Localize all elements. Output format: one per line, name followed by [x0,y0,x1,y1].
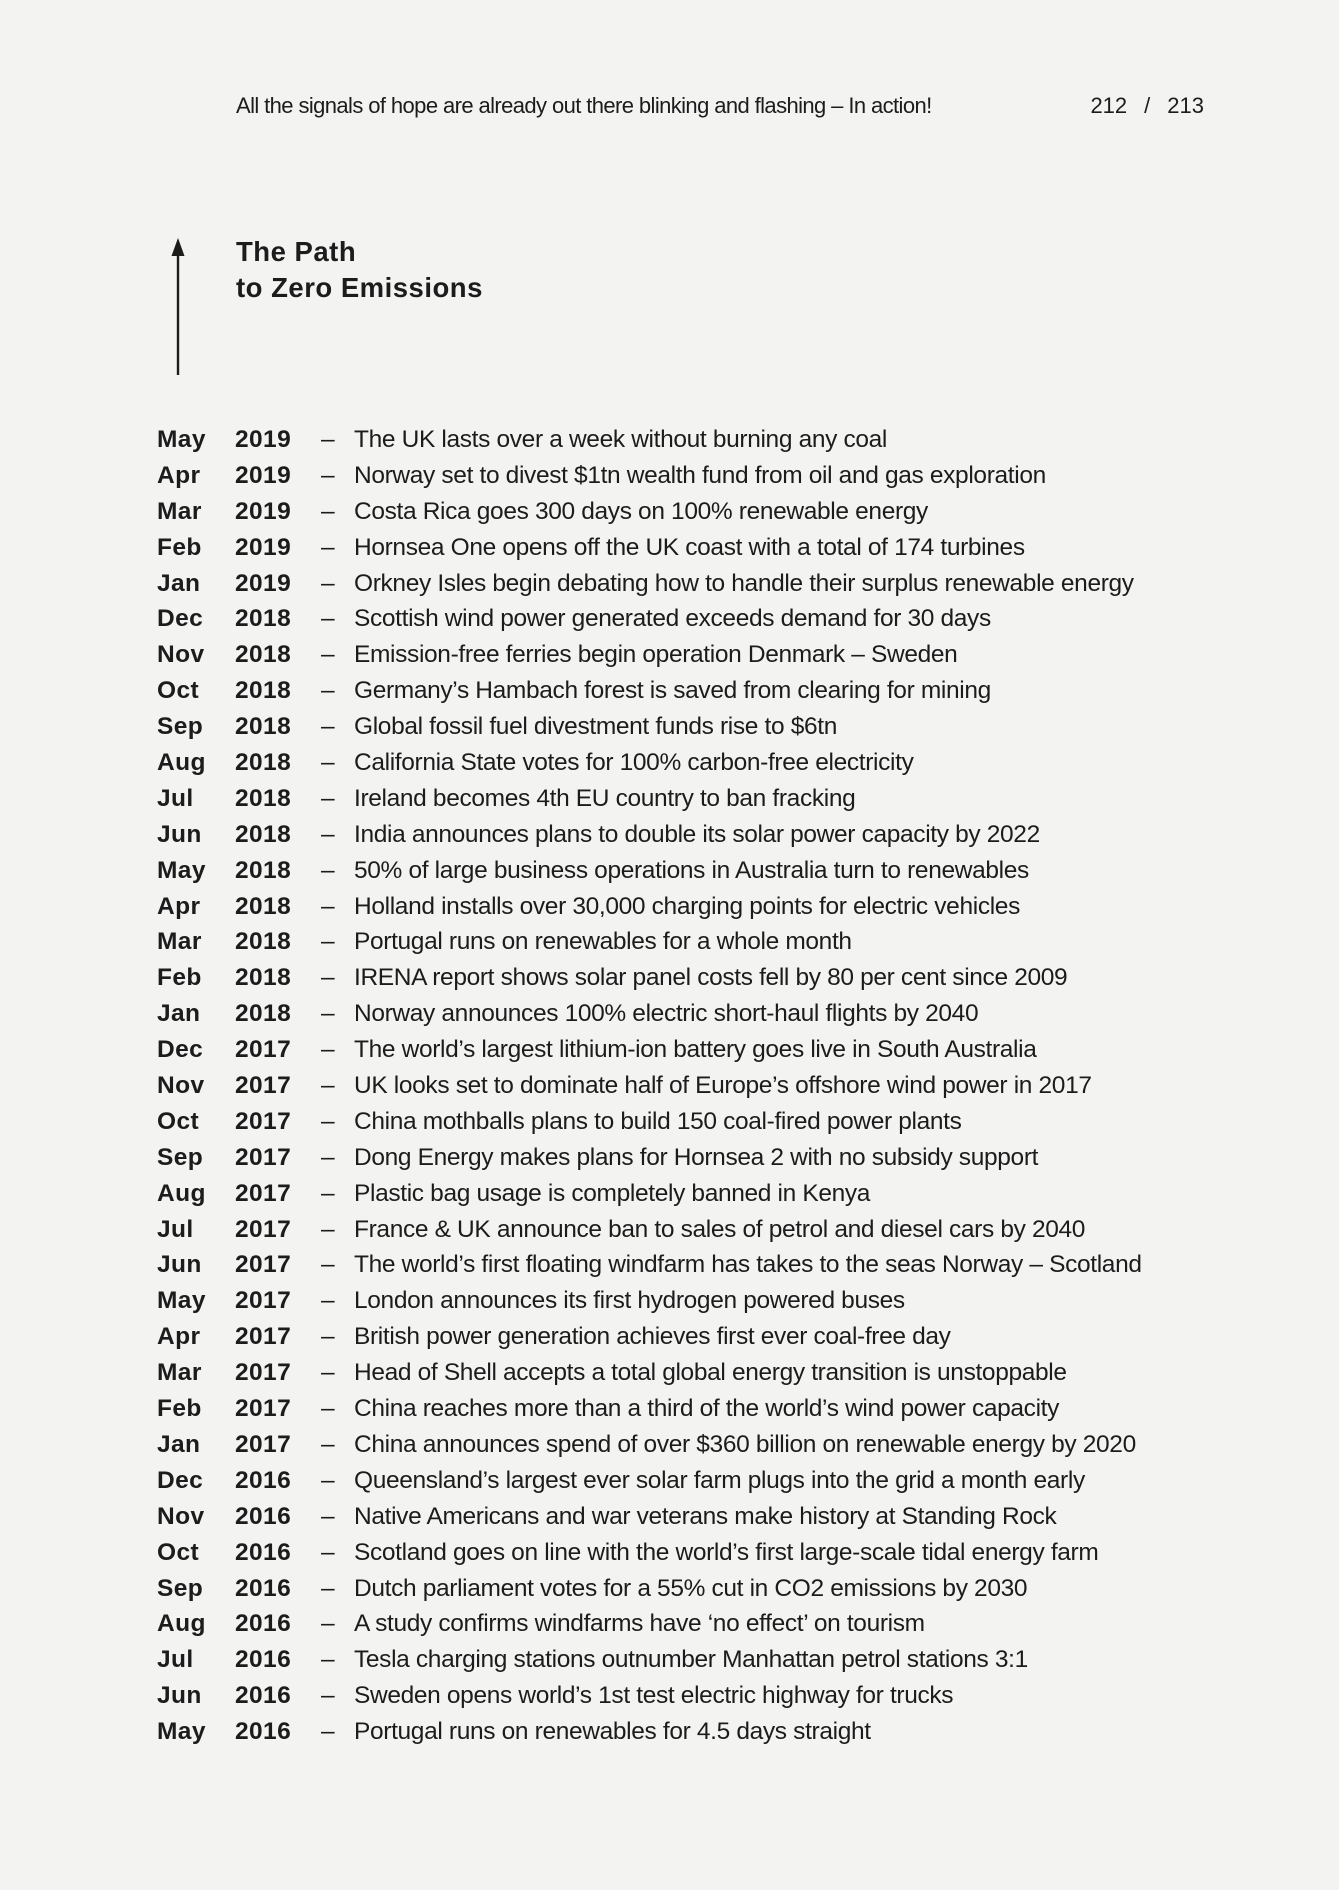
entry-dash: – [321,1143,335,1171]
entry-month: Apr [157,892,201,920]
entry-month: Feb [157,533,202,561]
entry-year: 2018 [235,749,292,777]
timeline-entry [157,1319,1277,1355]
entry-dash: – [321,1718,335,1746]
entry-event: France & UK announce ban to sales of petrol and diesel cars by 2040 [354,1215,1086,1243]
entry-month: Dec [157,1036,204,1064]
entry-dash: – [321,964,335,992]
entry-event: UK looks set to dominate half of Europe’s offshore wind power in 2017 [354,1072,1092,1100]
entry-year: 2017 [235,1143,292,1171]
page-number-right: 213 [1167,93,1204,118]
entry-event: Dong Energy makes plans for Hornsea 2 with no subsidy support [354,1143,1039,1171]
entry-dash: – [321,1036,335,1064]
page-number-left: 212 [1090,93,1128,118]
entry-year: 2016 [235,1538,292,1566]
timeline-entry [157,422,1277,458]
entry-event: California State votes for 100% carbon-free electricity [354,749,914,777]
entry-event: Portugal runs on renewables for a whole month [354,928,852,956]
entry-event: Queensland’s largest ever solar farm plugs into the grid a month early [354,1466,1085,1494]
entry-dash: – [321,1502,335,1530]
timeline-entry [157,924,1277,960]
entry-event: Sweden opens world’s 1st test electric highway for trucks [354,1682,954,1710]
entry-year: 2019 [235,569,292,597]
entry-event: Scottish wind power generated exceeds demand for 30 days [354,605,991,633]
entry-year: 2016 [235,1466,292,1494]
timeline-entry [157,1642,1277,1678]
entry-month: May [157,1287,206,1315]
timeline-entry [157,1606,1277,1642]
entry-event: Hornsea One opens off the UK coast with a total of 174 turbines [354,533,1025,561]
section-heading [236,234,483,306]
timeline-entry [157,1499,1277,1535]
entry-event: London announces its first hydrogen powered buses [354,1287,905,1315]
entry-event: A study confirms windfarms have ‘no effect’ on tourism [354,1610,925,1638]
entry-month: Aug [157,1610,206,1638]
timeline-entry [157,889,1277,925]
timeline-entry [157,1427,1277,1463]
entry-year: 2018 [235,784,292,812]
entry-month: Nov [157,641,205,669]
entry-month: Sep [157,713,204,741]
entry-event: China announces spend of over $360 billion on renewable energy by 2020 [354,1430,1136,1458]
entry-event: The UK lasts over a week without burning any coal [354,426,888,453]
entry-year: 2018 [235,964,292,992]
entry-dash: – [321,641,335,669]
entry-event: Ireland becomes 4th EU country to ban fracking [354,784,856,812]
entry-dash: – [321,856,335,884]
entry-year: 2017 [235,1430,292,1458]
timeline-entry [157,530,1277,566]
entry-dash: – [321,1646,335,1674]
entry-event: 50% of large business operations in Australia turn to renewables [354,856,1029,884]
entry-month: Jan [157,569,201,597]
entry-month: Dec [157,605,204,633]
timeline-entry [157,1068,1277,1104]
entry-dash: – [321,677,335,705]
timeline-entry [157,1678,1277,1714]
entry-event: The world’s largest lithium-ion battery goes live in South Australia [354,1036,1037,1064]
entry-year: 2017 [235,1107,292,1135]
entry-month: Feb [157,964,202,992]
entry-month: Nov [157,1072,205,1100]
entry-event: Head of Shell accepts a total global energy transition is unstoppable [354,1359,1067,1387]
entry-dash: – [321,533,335,561]
entry-dash: – [321,1215,335,1243]
timeline-entry [157,566,1277,602]
entry-month: Apr [157,461,201,489]
entry-event: Norway set to divest $1tn wealth fund from oil and gas exploration [354,461,1046,489]
entry-year: 2017 [235,1036,292,1064]
timeline-entry [157,1104,1277,1140]
entry-year: 2016 [235,1610,292,1638]
entry-event: Native Americans and war veterans make history at Standing Rock [354,1502,1057,1530]
heading-line-2: to Zero Emissions [236,272,483,303]
entry-year: 2017 [235,1395,292,1423]
entry-dash: – [321,497,335,525]
entry-month: May [157,426,206,453]
entry-year: 2018 [235,713,292,741]
entry-year: 2019 [235,461,292,489]
entry-event: IRENA report shows solar panel costs fell by 80 per cent since 2009 [354,964,1068,992]
entry-dash: – [321,928,335,956]
timeline-entry [157,1176,1277,1212]
entry-month: May [157,856,206,884]
entry-month: Mar [157,1359,202,1387]
entry-month: Sep [157,1143,204,1171]
entry-dash: – [321,461,335,489]
entry-dash: – [321,1287,335,1315]
entry-event: Portugal runs on renewables for 4.5 days straight [354,1718,871,1746]
entry-month: May [157,1718,206,1746]
entry-month: Mar [157,497,202,525]
entry-month: Jun [157,820,202,848]
entry-year: 2018 [235,892,292,920]
timeline-entry [157,458,1277,494]
timeline-entry [157,673,1277,709]
timeline-entry [157,781,1277,817]
entry-dash: – [321,1359,335,1387]
timeline-entry [157,637,1277,673]
entry-event: Plastic bag usage is completely banned in Kenya [354,1179,871,1207]
timeline-entry [157,996,1277,1032]
entry-dash: – [321,1072,335,1100]
entry-event: Dutch parliament votes for a 55% cut in CO2 emissions by 2030 [354,1574,1028,1602]
entry-year: 2018 [235,820,292,848]
timeline-entry [157,817,1277,853]
timeline-entry [157,1391,1277,1427]
timeline-entry [157,745,1277,781]
entry-event: Tesla charging stations outnumber Manhattan petrol stations 3:1 [354,1646,1028,1674]
timeline-entry [157,1355,1277,1391]
entry-year: 2018 [235,677,292,705]
entry-dash: – [321,1107,335,1135]
heading-line-1: The Path [236,236,357,267]
timeline-entry [157,1212,1277,1248]
entry-dash: – [321,713,335,741]
entry-event: India announces plans to double its solar power capacity by 2022 [354,820,1040,848]
entry-dash: – [321,426,335,453]
entry-year: 2017 [235,1359,292,1387]
timeline-entry [157,1140,1277,1176]
entry-dash: – [321,749,335,777]
entry-year: 2016 [235,1718,292,1746]
entry-month: Jan [157,1430,201,1458]
entry-event: Norway announces 100% electric short-haul flights by 2040 [354,1000,979,1028]
entry-dash: – [321,1000,335,1028]
entry-year: 2017 [235,1179,292,1207]
entry-dash: – [321,569,335,597]
entry-dash: – [321,1466,335,1494]
timeline-entry [157,601,1277,637]
entry-event: Scotland goes on line with the world’s first large-scale tidal energy farm [354,1538,1099,1566]
entry-month: Jul [157,784,194,812]
timeline-entry [157,1032,1277,1068]
entry-month: Feb [157,1395,202,1423]
timeline-entry [157,1571,1277,1607]
entry-month: Aug [157,1179,206,1207]
entry-month: Sep [157,1574,204,1602]
entry-year: 2018 [235,605,292,633]
entry-year: 2016 [235,1646,292,1674]
entry-event: Costa Rica goes 300 days on 100% renewable energy [354,497,928,525]
page-numbers [1090,93,1204,119]
entry-month: Jan [157,1000,201,1028]
entry-event: China mothballs plans to build 150 coal-fired power plants [354,1107,962,1135]
entry-year: 2017 [235,1072,292,1100]
entry-year: 2016 [235,1502,292,1530]
entry-dash: – [321,1323,335,1351]
entry-dash: – [321,1179,335,1207]
entry-month: Mar [157,928,202,956]
entry-month: Apr [157,1323,201,1351]
entry-dash: – [321,1430,335,1458]
timeline-entry [157,1247,1277,1283]
entry-year: 2016 [235,1682,292,1710]
entry-dash: – [321,1682,335,1710]
entry-dash: – [321,892,335,920]
entry-event: British power generation achieves first ever coal-free day [354,1323,951,1351]
entry-dash: – [321,820,335,848]
entry-month: Oct [157,1538,200,1566]
entry-month: Nov [157,1502,205,1530]
timeline-entry [157,960,1277,996]
entry-year: 2017 [235,1287,292,1315]
entry-month: Oct [157,677,200,705]
entry-month: Oct [157,1107,200,1135]
entry-year: 2018 [235,928,292,956]
timeline-entry [157,494,1277,530]
entry-event: Germany’s Hambach forest is saved from clearing for mining [354,677,991,705]
entry-dash: – [321,1574,335,1602]
entry-dash: – [321,1538,335,1566]
page-number-separator: / [1144,93,1151,118]
entry-month: Jun [157,1682,202,1710]
entry-dash: – [321,784,335,812]
entry-event: Emission-free ferries begin operation Denmark – Sweden [354,641,958,669]
entry-year: 2017 [235,1323,292,1351]
entry-event: Orkney Isles begin debating how to handle their surplus renewable energy [354,569,1134,597]
entry-dash: – [321,1610,335,1638]
entry-year: 2017 [235,1215,292,1243]
up-arrow-icon [168,238,188,375]
timeline-entry [157,709,1277,745]
entry-dash: – [321,605,335,633]
timeline-list [157,422,1277,1750]
entry-year: 2018 [235,641,292,669]
entry-event: Holland installs over 30,000 charging points for electric vehicles [354,892,1020,920]
timeline-entry [157,1283,1277,1319]
entry-month: Aug [157,749,206,777]
timeline-entry [157,1714,1277,1750]
running-head [236,93,1204,119]
entry-dash: – [321,1395,335,1423]
entry-event: China reaches more than a third of the world’s wind power capacity [354,1395,1060,1423]
entry-year: 2017 [235,1251,292,1279]
entry-month: Jul [157,1215,194,1243]
entry-dash: – [321,1251,335,1279]
entry-event: Global fossil fuel divestment funds rise to $6tn [354,713,837,741]
entry-event: The world’s first floating windfarm has takes to the seas Norway – Scotland [354,1251,1142,1279]
timeline-entry [157,853,1277,889]
entry-year: 2019 [235,426,292,453]
entry-year: 2018 [235,856,292,884]
entry-year: 2016 [235,1574,292,1602]
timeline-entry [157,1535,1277,1571]
entry-year: 2019 [235,497,292,525]
timeline-entry [157,1463,1277,1499]
entry-month: Jul [157,1646,194,1674]
entry-month: Jun [157,1251,202,1279]
entry-month: Dec [157,1466,204,1494]
running-title: All the signals of hope are already out there blinking and flashing – In action! [236,93,932,118]
entry-year: 2019 [235,533,292,561]
entry-year: 2018 [235,1000,292,1028]
